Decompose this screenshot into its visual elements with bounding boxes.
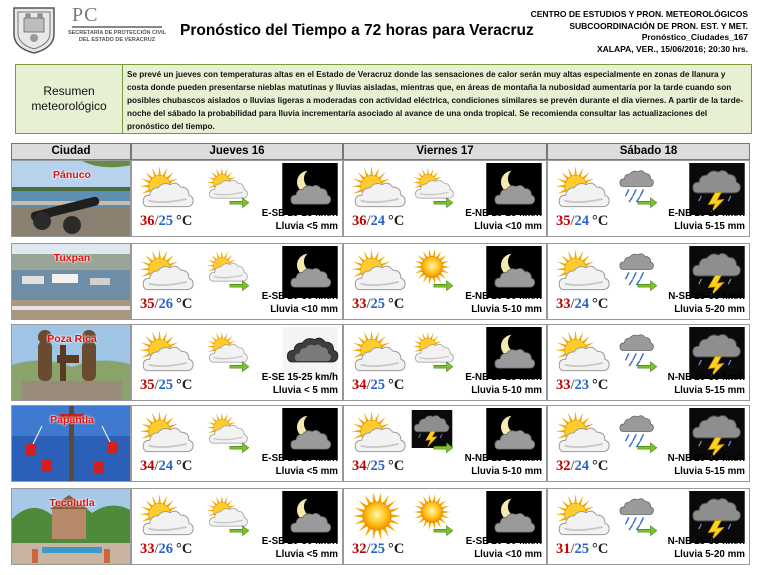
temp-unit: °C [176, 458, 193, 474]
temp-max: 34 [352, 458, 367, 474]
rain-forecast: Lluvia 5-10 mm [471, 466, 542, 477]
temp-separator: / [570, 296, 575, 312]
wind-arrow-icon [432, 440, 454, 459]
wind-forecast: E-NE 15-25 km/h [465, 372, 542, 383]
wind-arrow-icon [228, 359, 250, 378]
temp-unit: °C [388, 541, 405, 557]
temperature [556, 458, 608, 475]
wind-forecast: E-SE 15-25 km/h [261, 453, 338, 464]
rain-forecast: Lluvia 5-20 mm [674, 304, 745, 315]
temp-separator: / [154, 541, 159, 557]
wind-arrow-icon [228, 278, 250, 297]
sun-cloud-icon [552, 327, 610, 382]
forecast-cell [547, 243, 750, 320]
temperature [556, 541, 608, 558]
temp-unit: °C [592, 296, 609, 312]
sun-cloud-icon [136, 246, 194, 301]
temp-separator: / [366, 213, 371, 229]
rain-forecast: Lluvia 5-15 mm [674, 466, 745, 477]
forecast-table [11, 143, 750, 575]
temp-separator: / [366, 541, 371, 557]
temp-min: 26 [158, 296, 174, 312]
sun-cloud-icon [136, 408, 194, 463]
rain-forecast: Lluvia <5 mm [275, 221, 338, 232]
rain-forecast: Lluvia <5 mm [275, 466, 338, 477]
temperature [352, 213, 404, 230]
city-photo [11, 243, 131, 320]
temp-max: 34 [140, 458, 155, 474]
wind-forecast: E-NE 15-25 km/h [668, 208, 745, 219]
state-crest-icon [8, 4, 60, 54]
temp-unit: °C [592, 377, 609, 393]
city-row-tecolutla [11, 488, 750, 565]
issuer-line-2: SUBCOORDINACIÓN DE PRON. EST. Y MET. [569, 20, 748, 31]
temp-min: 25 [158, 377, 174, 393]
wind-arrow-icon [636, 359, 658, 378]
wind-forecast: N-NE 20-30 km/h [667, 372, 745, 383]
temperature [140, 458, 192, 475]
temp-min: 24 [574, 296, 590, 312]
wind-forecast: E-NE 15-25 km/h [465, 208, 542, 219]
temp-separator: / [570, 541, 575, 557]
city-row-tuxpan [11, 243, 750, 320]
day-header-friday: Viernes 17 [343, 143, 547, 160]
summary-text: Se prevé un jueves con temperaturas altas en el Estado de Veracruz donde las sensaciones de calor serán muy altas especialmente en zonas de llanura y costa donde pueden presentarse nieblas matutinas y lluvias aisladas, mientras que, en áreas de montaña la nubosidad aumentaría por la tarde cuando son posibles chubascos aislados o lluvias ligeras a moderadas con actividad eléctrica, condiciones similares se prevén durante el día viernes. A partir de la tarde-noche del sábado la probabilidad para lluvia incrementaría asociado al avance de una onda tropical. Se recomienda consultar las actualizaciones del pronóstico del tiempo. [127, 70, 743, 132]
temp-unit: °C [176, 296, 193, 312]
wind-forecast: E-SE 20-30 km/h [261, 291, 338, 302]
sun-cloud-icon [348, 408, 406, 463]
document-id: Pronóstico_Ciudades_167 [641, 32, 748, 42]
temperature [556, 296, 608, 313]
temperature [352, 541, 404, 558]
temp-separator: / [366, 377, 371, 393]
temp-min: 25 [370, 458, 386, 474]
temp-min: 24 [574, 213, 590, 229]
temp-separator: / [570, 458, 575, 474]
temp-min: 24 [574, 458, 590, 474]
temperature [556, 377, 608, 394]
city-row-poza-rica [11, 324, 750, 401]
city-photo [11, 324, 131, 401]
forecast-cell [131, 160, 343, 237]
wind-arrow-icon [228, 195, 250, 214]
temp-max: 31 [556, 541, 571, 557]
sun-icon [348, 491, 406, 546]
temp-unit: °C [176, 377, 193, 393]
temperature [140, 213, 192, 230]
wind-arrow-icon [636, 278, 658, 297]
temp-unit: °C [388, 458, 405, 474]
wind-arrow-icon [432, 523, 454, 542]
city-photo [11, 488, 131, 565]
wind-arrow-icon [636, 523, 658, 542]
forecast-cell [131, 405, 343, 482]
temp-min: 25 [158, 213, 174, 229]
sun-cloud-icon [552, 163, 610, 218]
temp-unit: °C [388, 213, 405, 229]
wind-arrow-icon [228, 440, 250, 459]
logo [8, 4, 166, 54]
temperature [140, 377, 192, 394]
temp-max: 35 [140, 296, 155, 312]
sun-cloud-icon [136, 327, 194, 382]
city-name: Tuxpan [53, 252, 91, 264]
wind-arrow-icon [228, 523, 250, 542]
forecast-cell [131, 243, 343, 320]
city-row-panuco [11, 160, 750, 237]
wind-forecast: E-NE 20-30 km/h [465, 291, 542, 302]
temperature [352, 377, 404, 394]
rain-forecast: Lluvia 5-15 mm [674, 385, 745, 396]
city-photo [11, 160, 131, 237]
forecast-cell [547, 324, 750, 401]
temp-unit: °C [592, 458, 609, 474]
temp-min: 25 [370, 377, 386, 393]
sun-cloud-icon [348, 163, 406, 218]
temp-min: 25 [370, 541, 386, 557]
temp-max: 33 [556, 296, 571, 312]
temp-unit: °C [592, 541, 609, 557]
sun-cloud-icon [552, 408, 610, 463]
temp-min: 23 [574, 377, 590, 393]
issuer-line-1: CENTRO DE ESTUDIOS Y PRON. METEOROLÓGICOS [530, 9, 748, 19]
logo-divider [72, 26, 162, 28]
forecast-cell [343, 160, 547, 237]
sun-cloud-icon [136, 491, 194, 546]
forecast-cell [547, 160, 750, 237]
summary-box [15, 64, 752, 134]
city-row-papantla [11, 405, 750, 482]
forecast-cell [547, 405, 750, 482]
temp-min: 25 [370, 296, 386, 312]
city-name: Pánuco [53, 169, 91, 181]
temp-max: 33 [140, 541, 155, 557]
rain-forecast: Lluvia 5-10 mm [471, 304, 542, 315]
wind-arrow-icon [432, 278, 454, 297]
rain-forecast: Lluvia 5-15 mm [674, 221, 745, 232]
forecast-cell [343, 488, 547, 565]
temp-unit: °C [592, 213, 609, 229]
temp-min: 24 [370, 213, 386, 229]
forecast-cell [547, 488, 750, 565]
rain-forecast: Lluvia <10 mm [474, 221, 542, 232]
forecast-cell [131, 488, 343, 565]
temp-unit: °C [176, 541, 193, 557]
temp-min: 25 [574, 541, 590, 557]
rain-forecast: Lluvia 5-20 mm [674, 549, 745, 560]
temp-unit: °C [388, 377, 405, 393]
wind-forecast: N-NE 20-30 km/h [667, 453, 745, 464]
forecast-cell [343, 324, 547, 401]
temp-separator: / [570, 377, 575, 393]
temp-max: 35 [556, 213, 571, 229]
wind-forecast: E-SE 20-30 km/h [465, 536, 542, 547]
temp-separator: / [154, 213, 159, 229]
temperature [352, 296, 404, 313]
wind-forecast: N-NE 25-35 km/h [667, 536, 745, 547]
wind-forecast: E-SE 15-25 km/h [261, 208, 338, 219]
temp-max: 33 [352, 296, 367, 312]
temp-separator: / [366, 296, 371, 312]
temp-separator: / [154, 458, 159, 474]
city-column-header: Ciudad [11, 143, 131, 160]
temp-unit: °C [176, 213, 193, 229]
logo-initials: PC [72, 4, 99, 26]
city-photo [11, 405, 131, 482]
temp-unit: °C [388, 296, 405, 312]
sun-cloud-icon [552, 246, 610, 301]
temp-min: 26 [158, 541, 174, 557]
rain-forecast: Lluvia <10 mm [270, 304, 338, 315]
logo-subtext: SECRETARÍA DE PROTECCIÓN CIVIL DEL ESTADO DE VERACRUZ [67, 30, 167, 43]
day-header-thursday: Jueves 16 [131, 143, 343, 160]
rain-forecast: Lluvia <10 mm [474, 549, 542, 560]
issuer-block [531, 9, 748, 55]
sun-cloud-icon [552, 491, 610, 546]
temp-max: 36 [140, 213, 155, 229]
temperature [352, 458, 404, 475]
wind-forecast: N-SE 25-35 km/h [668, 291, 745, 302]
temp-max: 36 [352, 213, 367, 229]
temp-separator: / [570, 213, 575, 229]
temperature [140, 296, 192, 313]
wind-arrow-icon [432, 359, 454, 378]
rain-forecast: Lluvia 5-10 mm [471, 385, 542, 396]
forecast-cell [343, 405, 547, 482]
wind-forecast: E-SE 20-30 km/h [261, 536, 338, 547]
temp-max: 33 [556, 377, 571, 393]
page-title: Pronóstico del Tiempo a 72 horas para Veracruz [180, 22, 534, 39]
issue-date: XALAPA, VER., 15/06/2016; 20:30 hrs. [596, 43, 748, 54]
temp-separator: / [154, 296, 159, 312]
temp-min: 24 [158, 458, 174, 474]
sun-cloud-icon [136, 163, 194, 218]
temp-separator: / [154, 377, 159, 393]
wind-arrow-icon [636, 440, 658, 459]
forecast-cell [131, 324, 343, 401]
city-name: Papantla [50, 414, 94, 426]
city-name: Tecolutla [49, 497, 95, 509]
wind-forecast: N-NE 15-25 km/h [464, 453, 542, 464]
wind-arrow-icon [432, 195, 454, 214]
forecast-cell [343, 243, 547, 320]
temp-max: 32 [352, 541, 367, 557]
wind-arrow-icon [636, 195, 658, 214]
temp-max: 35 [140, 377, 155, 393]
sun-cloud-icon [348, 246, 406, 301]
temp-max: 32 [556, 458, 571, 474]
temp-max: 34 [352, 377, 367, 393]
temp-separator: / [366, 458, 371, 474]
sun-cloud-icon [348, 327, 406, 382]
temperature [140, 541, 192, 558]
city-name: Poza Rica [47, 333, 97, 345]
temperature [556, 213, 608, 230]
rain-forecast: Lluvia < 5 mm [272, 385, 338, 396]
day-header-saturday: Sábado 18 [547, 143, 750, 160]
summary-label: Resumen meteorológico [16, 65, 123, 133]
wind-forecast: E-SE 15-25 km/h [261, 372, 338, 383]
rain-forecast: Lluvia <5 mm [275, 549, 338, 560]
